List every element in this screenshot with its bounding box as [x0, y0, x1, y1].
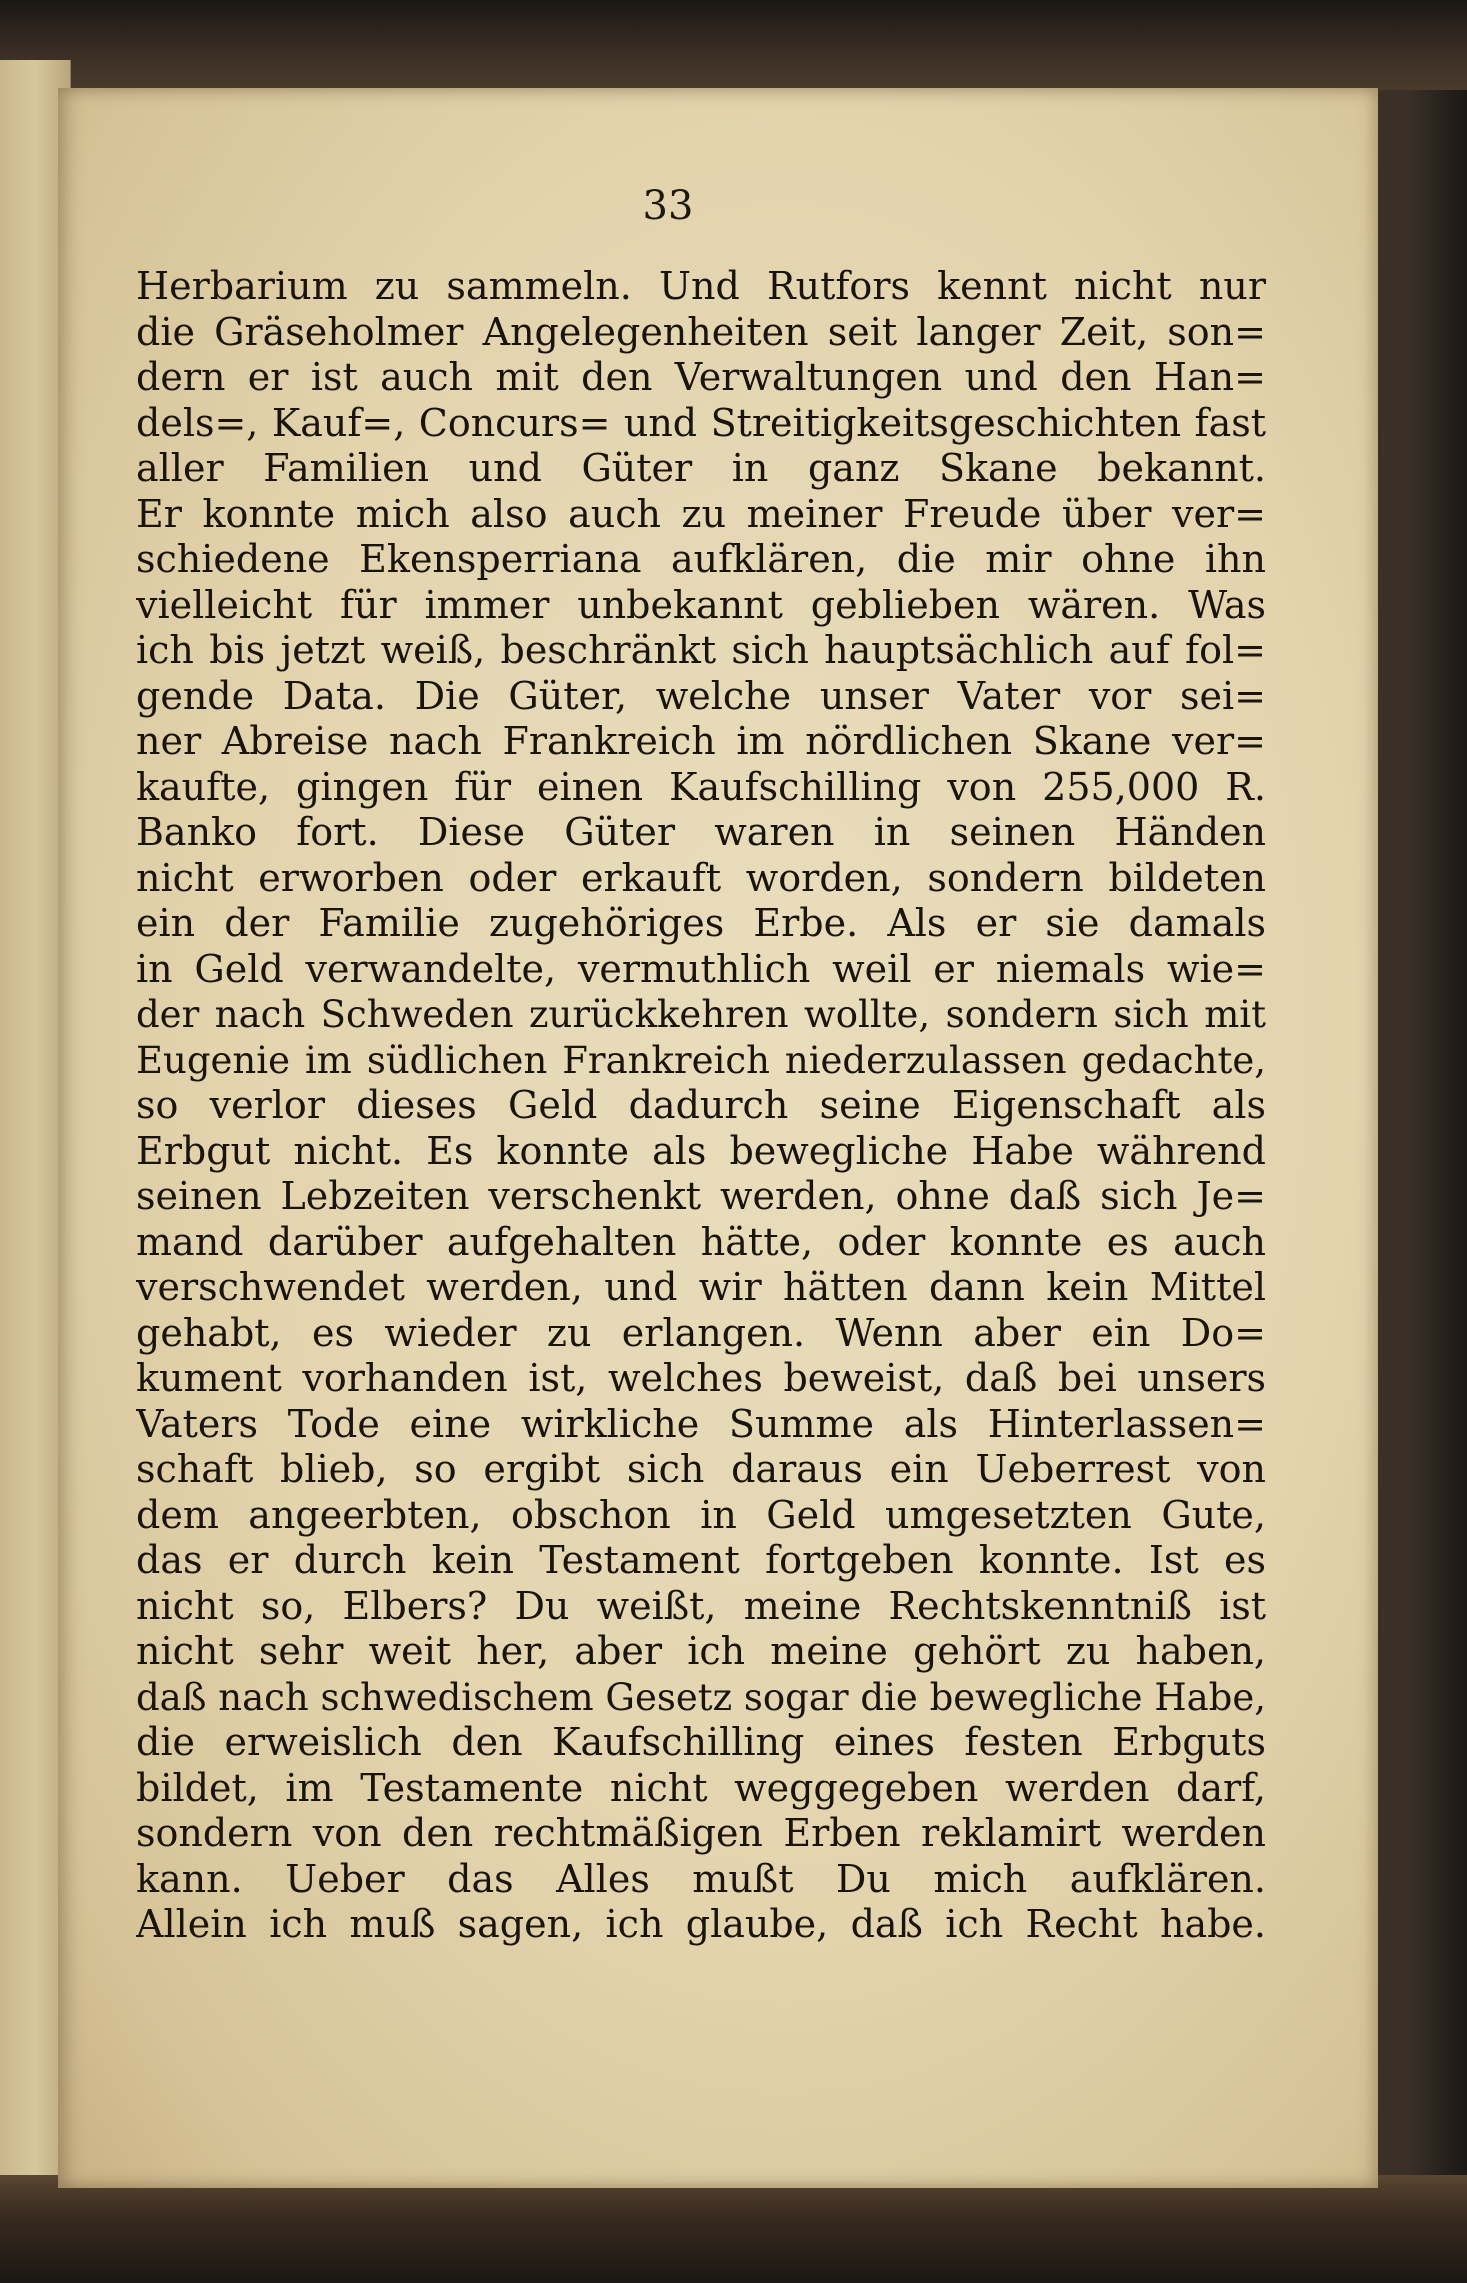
text-line: in Geld verwandelte, vermuthlich weil er niemals wie=	[136, 946, 1266, 991]
text-line: dem angeerbten, obschon in Geld umgesetzten Gute,	[136, 1492, 1266, 1537]
text-line: so verlor dieses Geld dadurch seine Eigenschaft als	[136, 1083, 1266, 1127]
text-line: sondern von den rechtmäßigen Erben reklamirt werden	[136, 1811, 1266, 1855]
text-line: daß nach schwedischem Gesetz sogar die bewegliche Habe,	[136, 1675, 1266, 1719]
text-line: das er durch kein Testament fortgeben konnte. Ist es	[136, 1538, 1266, 1582]
text-line: schaft blieb, so ergibt sich daraus ein Ueberrest von	[136, 1447, 1266, 1491]
text-line: dern er ist auch mit den Verwaltungen und den Han=	[136, 355, 1266, 399]
text-line: nicht so, Elbers? Du weißt, meine Rechtskenntniß ist	[136, 1583, 1266, 1628]
text-line: Allein ich muß sagen, ich glaube, daß ich Recht habe.	[136, 1902, 1266, 1946]
text-line: bildet, im Testamente nicht weggegeben werden darf,	[136, 1765, 1266, 1810]
text-line: seinen Lebzeiten verschenkt werden, ohne daß sich Je=	[136, 1174, 1266, 1218]
text-line: kaufte, gingen für einen Kaufschilling von 255,000 R.	[136, 764, 1266, 809]
text-line: ner Abreise nach Frankreich im nördlichen Skane ver=	[136, 719, 1266, 763]
text-line: Er konnte mich also auch zu meiner Freude über ver=	[136, 491, 1266, 536]
body-text	[136, 264, 1266, 1948]
text-line: gende Data. Die Güter, welche unser Vater vor sei=	[136, 673, 1266, 718]
book-page	[58, 88, 1378, 2188]
text-line: ein der Familie zugehöriges Erbe. Als er sie damals	[136, 901, 1266, 945]
book-binding-top	[0, 0, 1467, 90]
page-number: 33	[642, 183, 694, 229]
text-line: Eugenie im südlichen Frankreich niederzulassen gedachte,	[136, 1038, 1266, 1082]
text-line: schiedene Ekensperriana aufklären, die mir ohne ihn	[136, 537, 1266, 581]
book-binding-bottom	[0, 2175, 1467, 2283]
text-line: verschwendet werden, und wir hätten dann kein Mittel	[136, 1265, 1266, 1309]
text-line: ich bis jetzt weiß, beschränkt sich hauptsächlich auf fol=	[136, 628, 1266, 672]
text-line: nicht sehr weit her, aber ich meine gehört zu haben,	[136, 1629, 1266, 1673]
text-line: Erbgut nicht. Es konnte als bewegliche Habe während	[136, 1128, 1266, 1173]
text-line: nicht erworben oder erkauft worden, sondern bildeten	[136, 855, 1266, 900]
text-line: die erweislich den Kaufschilling eines festen Erbguts	[136, 1720, 1266, 1764]
text-line: gehabt, es wieder zu erlangen. Wenn aber ein Do=	[136, 1310, 1266, 1355]
text-line: die Gräseholmer Angelegenheiten seit langer Zeit, son=	[136, 309, 1266, 354]
text-line: aller Familien und Güter in ganz Skane bekannt.	[136, 446, 1266, 490]
text-line: Herbarium zu sammeln. Und Rutfors kennt nicht nur	[136, 264, 1266, 308]
text-line: Banko fort. Diese Güter waren in seinen Händen	[136, 810, 1266, 854]
text-line: dels=, Kauf=, Concurs= und Streitigkeitsgeschichten fast	[136, 400, 1266, 445]
text-line: der nach Schweden zurückkehren wollte, sondern sich mit	[136, 993, 1266, 1036]
text-line: kann. Ueber das Alles mußt Du mich aufklären.	[136, 1856, 1266, 1901]
text-line: vielleicht für immer unbekannt geblieben wären. Was	[136, 582, 1266, 627]
text-line: kument vorhanden ist, welches beweist, daß bei unsers	[136, 1356, 1266, 1400]
text-line: Vaters Tode eine wirkliche Summe als Hinterlassen=	[136, 1401, 1266, 1446]
text-line: mand darüber aufgehalten hätte, oder konnte es auch	[136, 1219, 1266, 1264]
